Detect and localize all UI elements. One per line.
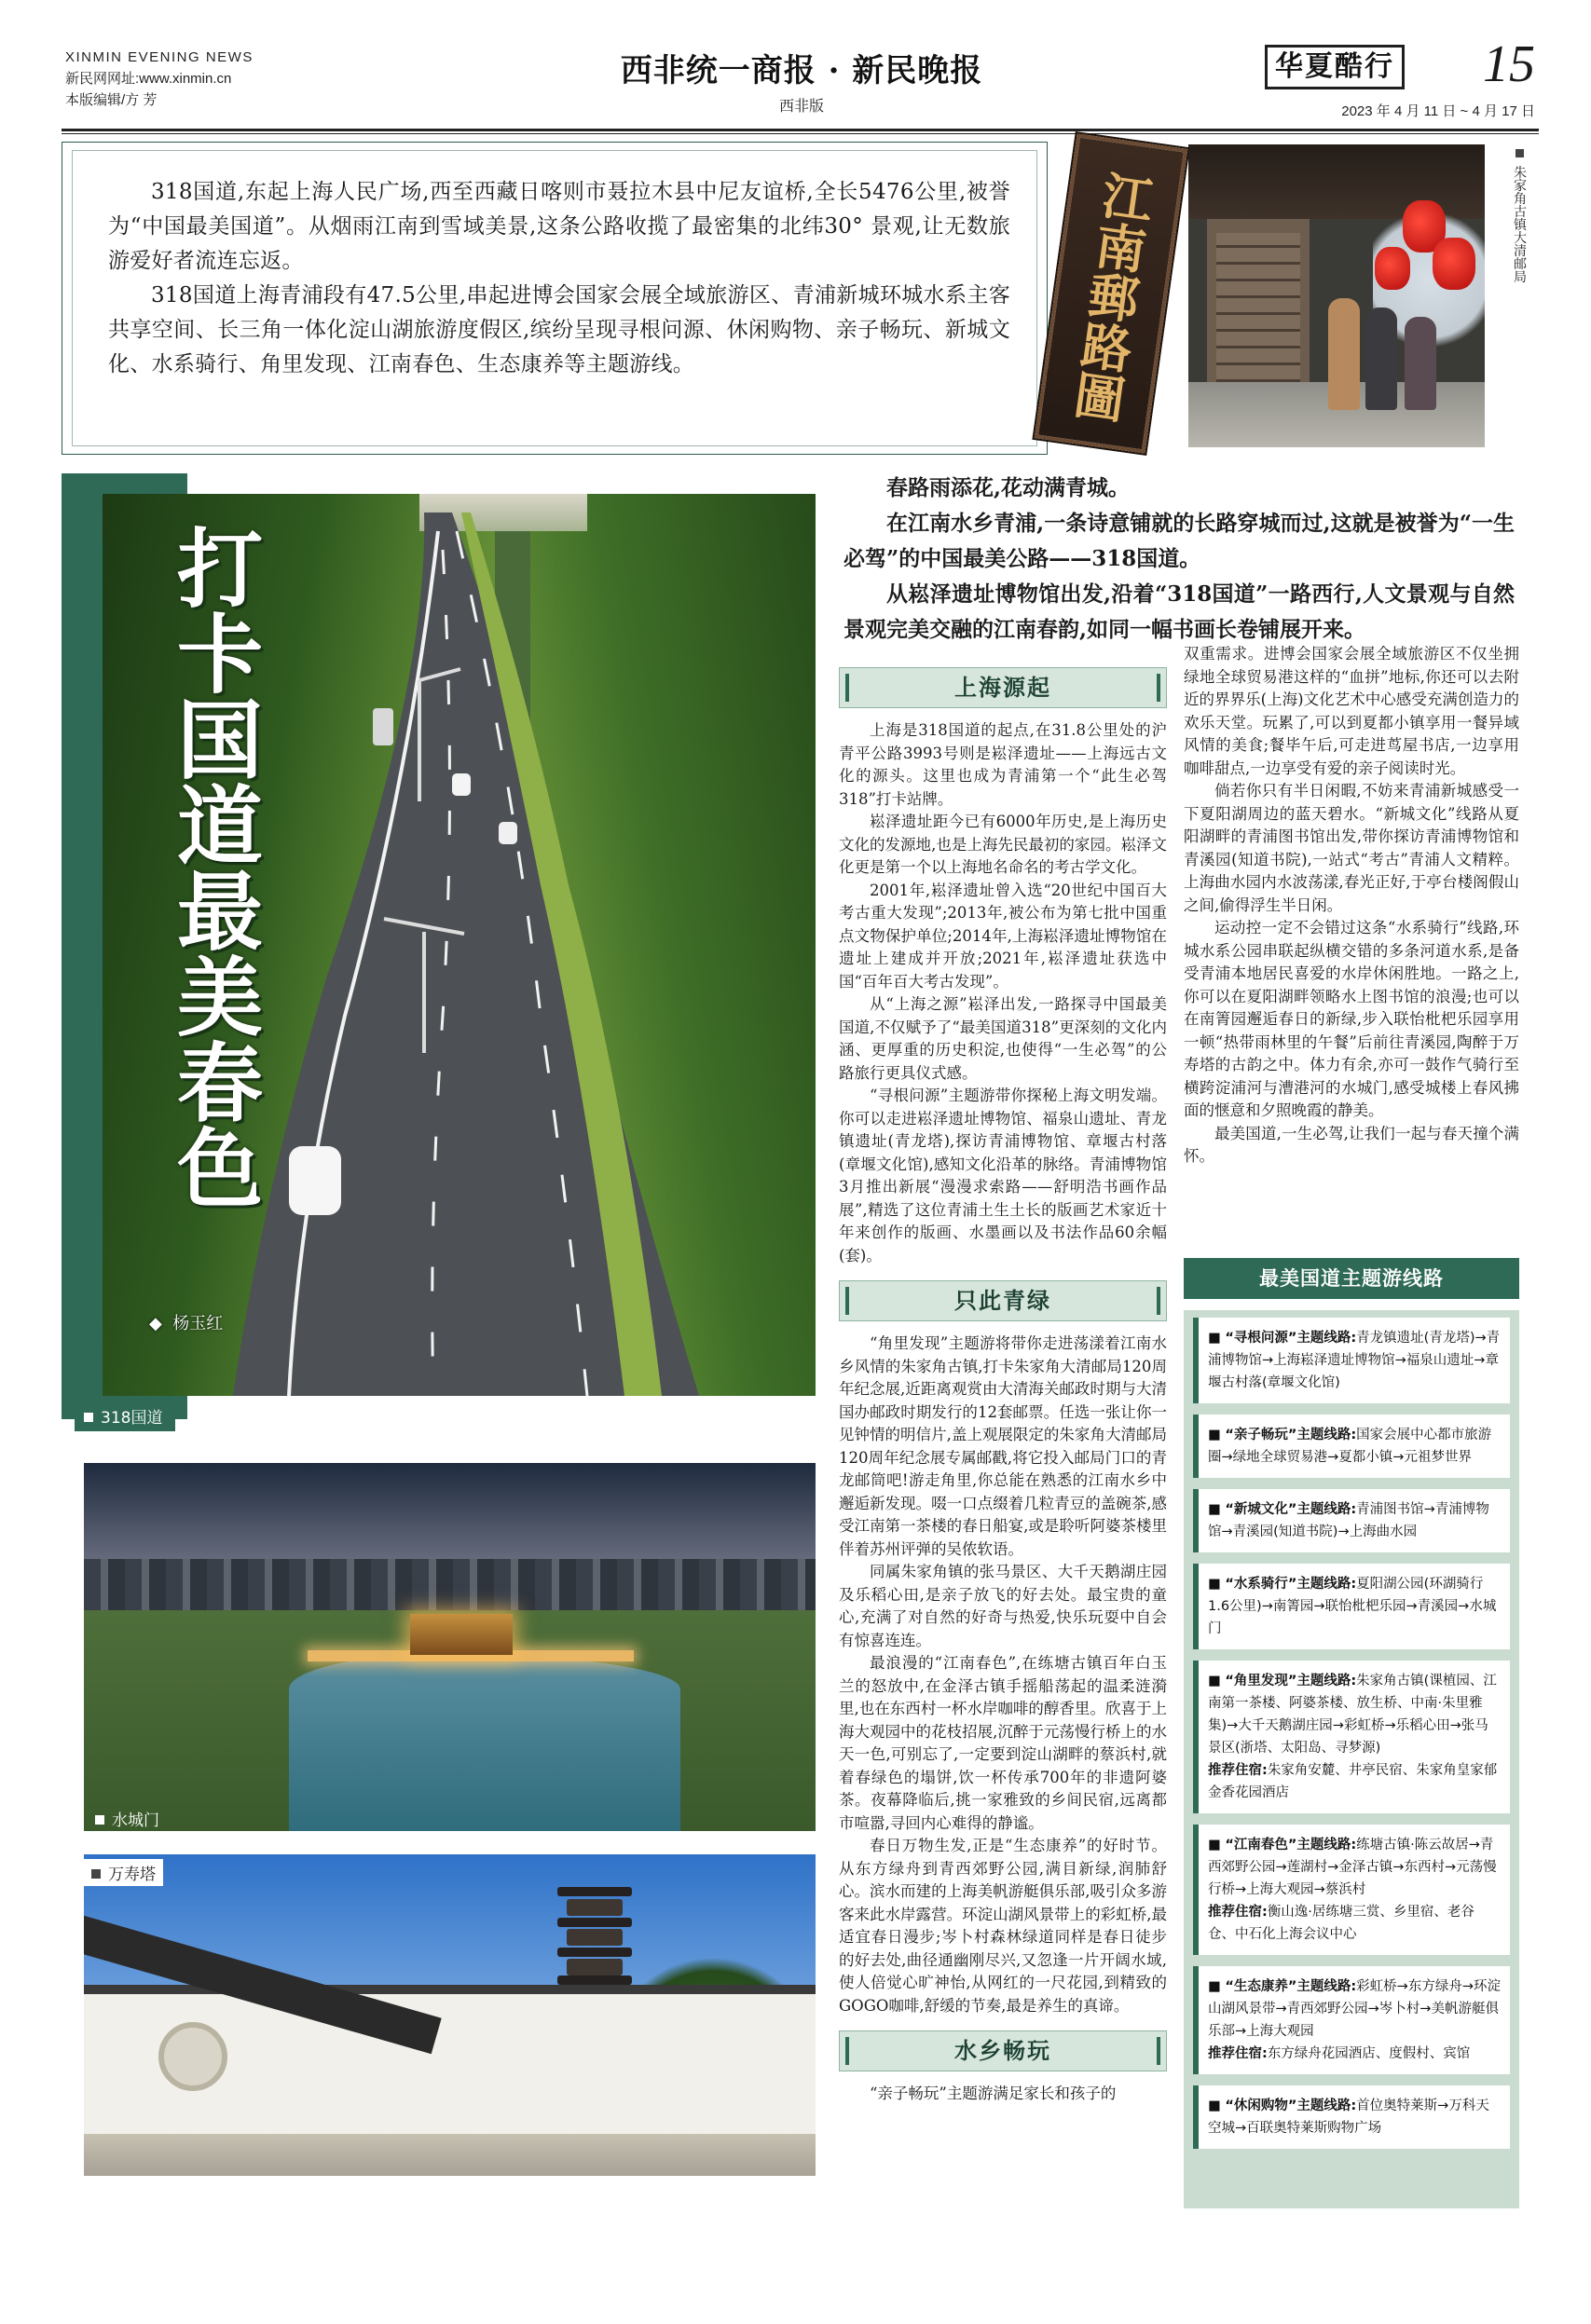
route-path: 青浦图书馆→青浦博物馆→青溪园(知道书院)→上海曲水园 <box>1208 1502 1489 1539</box>
car <box>289 1146 341 1215</box>
pagoda-tier <box>567 1959 623 1975</box>
bullet-icon: ■ <box>1208 1838 1226 1852</box>
photo-pagoda <box>84 1854 816 2176</box>
caption-marker-icon <box>1516 149 1524 157</box>
paper-english-name: XINMIN EVENING NEWS <box>65 49 254 65</box>
lantern-icon <box>1433 238 1475 290</box>
bullet-icon: ■ <box>1208 1502 1226 1517</box>
route-name: “寻根问源”主题线路: <box>1225 1331 1357 1346</box>
pagoda-tier <box>557 1918 632 1927</box>
caption-text: 朱家角古镇大清邮局 <box>1512 165 1527 283</box>
route-name: “休闲购物”主题线路: <box>1225 2098 1357 2113</box>
masthead-right <box>1265 35 1535 119</box>
photo-mailboxes <box>1216 233 1300 382</box>
route-item <box>1193 1415 1510 1478</box>
caption-post-office <box>1502 149 1527 282</box>
body-paragraph: 从“上海之源”崧泽出发,一路探寻中国最美国道,不仅赋予了“最美国道318”更深刻的文化内涵、更厚重的历史积淀,也使得“一生必驾”的公路旅行更具仪式感。 <box>839 995 1167 1082</box>
route-item <box>1193 1318 1510 1403</box>
stay-value: 衡山逸·居练塘三赏、乡里宿、老谷仓、中石化上海会议中心 <box>1208 1905 1474 1942</box>
masthead-rule <box>62 129 1539 131</box>
photo-city <box>84 1559 816 1610</box>
person-figure <box>1405 317 1436 410</box>
route-path: 彩虹桥→东方绿舟→环淀山湖风景带→青西郊野公园→岑卜村→美帆游艇俱乐部→上海大观园 <box>1208 1979 1501 2039</box>
person-figure <box>1365 308 1397 410</box>
route-name: “江南春色”主题线路: <box>1225 1838 1357 1852</box>
route-line <box>1208 1975 1501 2043</box>
routes-box <box>1184 1258 1519 2208</box>
photo-road <box>103 494 816 1396</box>
body-paragraph: 运动控一定不会错过这条“水系骑行”线路,环城水系公园串联起纵横交错的多条河道水系,是备受青浦本地居民喜爱的水岸休闲胜地。一路之上,你可以在夏阳湖畔领略水上图书馆的浪漫;也可以在南箐园邂逅春日的新绿,步入联怡枇杷乐园享用一顿“热带雨林里的午餐”后前往青溪园,陶醉于万寿塔的古韵之中。体力有余,亦可一鼓作气骑行至横跨淀浦河与漕港河的水城门,感受城楼上春风拂面的惬意和夕照晚霞的静美。 <box>1184 919 1519 1119</box>
photo-water <box>289 1654 680 1831</box>
section-heading: 只此青绿 <box>839 1280 1167 1321</box>
routes-list <box>1184 1310 1519 2208</box>
page-number: 15 <box>1483 35 1535 93</box>
caption-marker-icon <box>95 1815 104 1825</box>
route-item <box>1193 1661 1510 1813</box>
route-item <box>1193 1489 1510 1552</box>
masthead-left <box>65 47 254 111</box>
body-paragraph: “亲子畅玩”主题游满足家长和孩子的 <box>870 2085 1117 2102</box>
body-paragraph: 2001年,崧泽遗址曾入选“20世纪中国百大考古重大发现”;2013年,被公布为第七批中国重点文物保护单位;2014年,上海崧泽遗址博物馆在遗址上建成并开放;2021年,崧泽遗址获选中国“百年百大考古发现”。 <box>839 881 1167 991</box>
route-path: 朱家角古镇(课植园、江南第一茶楼、阿婆茶楼、放生桥、中南·朱里雅集)→大千天鹅湖庄园→彩虹桥→乐稻心田→张马景区(浙塔、太阳岛、寻梦源) <box>1208 1674 1497 1756</box>
caption-text: 水城门 <box>112 1811 159 1830</box>
car <box>499 822 517 844</box>
route-line <box>1208 1834 1501 1901</box>
caption-text: 318国道 <box>101 1409 163 1428</box>
issue-date: 2023 年 4 月 11 日 ~ 4 月 17 日 <box>1341 103 1535 119</box>
person-figure <box>1328 298 1360 410</box>
caption-water-gate <box>86 1803 172 1834</box>
author-name: 杨玉红 <box>172 1314 224 1333</box>
stay-value: 朱家角安麓、井亭民宿、朱家角皇家郁金香花园酒店 <box>1208 1763 1498 1800</box>
sign-text: 江南郵路圖 <box>1063 167 1159 426</box>
route-name: “亲子畅玩”主题线路: <box>1225 1428 1357 1442</box>
lead-paragraph: 春路雨添花,花动满青城。 <box>886 475 1131 500</box>
bullet-icon: ■ <box>1208 1428 1226 1442</box>
route-path: 青龙镇遗址(青龙塔)→青浦博物馆→上海崧泽遗址博物馆→福泉山遗址→章堰古村落(章堰文化馆) <box>1208 1331 1501 1390</box>
route-name: “水系骑行”主题线路: <box>1225 1577 1357 1592</box>
masthead-rule-thin <box>62 133 1539 134</box>
caption-marker-icon <box>91 1869 101 1879</box>
caption-text: 万寿塔 <box>108 1866 156 1884</box>
route-item <box>1193 1564 1510 1649</box>
postal-route-sign <box>1035 133 1188 453</box>
pagoda-tier <box>557 1975 632 1985</box>
routes-title: 最美国道主题游线路 <box>1184 1258 1519 1299</box>
stay-label: 推荐住宿: <box>1208 2046 1268 2061</box>
lead-paragraph: 在江南水乡青浦,一条诗意铺就的长路穿城而过,这就是被誉为“一生必驾”的中国最美公路——318国道。 <box>844 511 1515 571</box>
bullet-icon: ■ <box>1208 1979 1226 1994</box>
route-line <box>1208 1670 1501 1759</box>
bullet-icon: ■ <box>1208 1577 1226 1592</box>
lead-paragraph: 从崧泽遗址博物馆出发,沿着“318国道”一路西行,人文景观与自然景观完美交融的江南春韵,如同一幅书画长卷铺展开来。 <box>844 581 1515 642</box>
article-column-right <box>1184 643 1519 1169</box>
bullet-icon: ■ <box>1208 2098 1226 2113</box>
route-line <box>1208 1498 1501 1543</box>
caption-road <box>75 1401 175 1431</box>
body-paragraph: “角里发现”主题游将带你走进荡漾着江南水乡风情的朱家角古镇,打卡朱家角大清邮局120周年纪念展,近距离观赏由大清海关邮政时期与大清国办邮政时期发行的12套邮票。任选一张让你一见钟情的明信片,盖上观展限定的朱家角大清邮局120周年纪念展专属邮戳,将它投入邮局门口的青龙邮筒吧!游走角里,你总能在熟悉的江南水乡中邂逅新发现。啜一口点缀着几粒青豆的盖碗茶,感受江南第一茶楼的春日船宴,或是聆听阿婆茶楼里伴着苏州评弹的吴侬软语。 <box>839 1334 1167 1558</box>
route-stay <box>1208 2043 1501 2065</box>
route-name: “角里发现”主题线路: <box>1225 1674 1357 1688</box>
pagoda-tier <box>567 1929 623 1946</box>
photo-gate-tower <box>410 1614 513 1655</box>
article-lead <box>844 471 1515 648</box>
route-item <box>1193 1966 1510 2074</box>
body-paragraph: 同属朱家角镇的张马景区、大千天鹅湖庄园及乐稻心田,是亲子放飞的好去处。最宝贵的童心,充满了对自然的好奇与热爱,快乐玩耍中自会有惊喜连连。 <box>839 1563 1167 1649</box>
body-paragraph: 崧泽遗址距今已有6000年历史,是上海历史文化的发源地,也是上海先民最初的家园。崧泽文化更是第一个以上海地名命名的考古学文化。 <box>839 813 1167 876</box>
car <box>452 773 471 796</box>
route-stay <box>1208 1759 1501 1804</box>
website: 新民网网址:www.xinmin.cn <box>65 71 232 87</box>
route-item <box>1193 2085 1510 2149</box>
section-heading: 水乡畅玩 <box>839 2030 1167 2071</box>
hero-title: 打卡国道最美春色 <box>163 524 263 1210</box>
body-paragraph: “寻根问源”主题游带你探秘上海文明发端。你可以走进崧泽遗址博物馆、福泉山遗址、青龙镇遗址(青龙塔),探访青浦博物馆、章堰古村落(章堰文化馆),感知文化沿革的脉络。青浦博物馆3月推出新展“漫漫求索路——舒明浩书画作品展”,精选了这位青浦土生土长的版画艺术家近十年来创作的版画、水墨画以及书法作品60余幅(套)。 <box>839 1087 1167 1265</box>
body-paragraph: 上海是318国道的起点,在31.8公里处的沪青平公路3993号则是崧泽遗址——上海远古文化的源头。这里也成为青浦第一个“此生必驾318”打卡站牌。 <box>839 721 1167 808</box>
body-paragraph: 春日万物生发,正是“生态康养”的好时节。从东方绿舟到青西郊野公园,满目新绿,润肺舒心。滨水而建的上海美帆游艇俱乐部,吸引众多游客来此水岸露营。环淀山湖风景带上的彩虹桥,最适宜春日漫步;岑卜村森林绿道同样是春日徒步的好去处,曲径通幽刚尽兴,又忽逢一片开阔水域,使人倍觉心旷神怡,从网红的一尺花园,到精致的GOGO咖啡,舒缓的节奏,最是养生的真谛。 <box>839 1837 1167 2015</box>
pagoda-tier <box>557 1948 632 1957</box>
editor: 本版编辑/方 芳 <box>65 92 158 108</box>
intro-paragraph: 318国道,东起上海人民广场,西至西藏日喀则市聂拉木县中尼友谊桥,全长5476公里,被誉为“中国最美国道”。从烟雨江南到雪域美景,这条公路收揽了最密集的北纬30° 景观,让无数旅游爱好者流连忘返。 <box>108 180 1010 273</box>
route-item <box>1193 1825 1510 1955</box>
photo-ground <box>84 2134 816 2176</box>
body-paragraph: 双重需求。进博会国家会展全域旅游区不仅坐拥绿地全球贸易港这样的“血拼”地标,你还可以去附近的界界乐(上海)文化艺术中心感受充满创造力的欢乐天堂。玩累了,可以到夏都小镇享用一餐异域风情的美食;餐毕午后,可走进茑屋书店,一边享用咖啡甜点,一边享受有爱的亲子阅读时光。 <box>1184 645 1519 777</box>
hero-author: ◆ 杨玉红 <box>149 1314 224 1333</box>
route-line <box>1208 1327 1501 1394</box>
paper-logo: 西非统一商报 · 新民晚报 <box>620 52 983 89</box>
route-path: 练塘古镇·陈云故居→青西郊野公园→莲湖村→金泽古镇→东西村→元荡慢行桥→上海大观园→蔡浜村 <box>1208 1838 1497 1897</box>
route-line <box>1208 2095 1501 2139</box>
lantern-icon <box>1375 247 1410 290</box>
route-line <box>1208 1573 1501 1640</box>
intro-inner <box>72 150 1037 446</box>
bullet-icon: ■ <box>1208 1331 1226 1346</box>
route-name: “生态康养”主题线路: <box>1225 1979 1357 1994</box>
stay-value: 东方绿舟花园酒店、度假村、宾馆 <box>1267 2046 1471 2061</box>
pagoda-tier <box>557 1887 632 1896</box>
stay-label: 推荐住宿: <box>1208 1905 1268 1920</box>
truck <box>373 708 393 745</box>
body-paragraph: 最美国道,一生必驾,让我们一起与春天撞个满怀。 <box>1184 1124 1519 1165</box>
section-name: 华夏酷行 <box>1265 45 1405 89</box>
route-path: 首位奥特莱斯→万科天空城→百联奥特莱斯购物广场 <box>1208 2098 1489 2136</box>
photo-water-gate <box>84 1463 816 1831</box>
edition-label: 西非版 <box>778 99 824 115</box>
body-paragraph: 最浪漫的“江南春色”,在练塘古镇百年白玉兰的怒放中,在金泽古镇手摇船荡起的温柔涟漪里,也在东西村一杯水岸咖啡的醇香里。欣喜于上海大观园中的花枝招展,沉醉于元荡慢行桥上的水天一色,可别忘了,一定要到淀山湖畔的蔡浜村,就着春绿色的塌饼,饮一杯传承700年的非遗阿婆茶。夜幕降临后,挑一家雅致的乡间民宿,远离都市喧嚣,寻回内心难得的静谧。 <box>839 1654 1167 1832</box>
photo-round-window <box>158 2022 227 2091</box>
route-line <box>1208 1424 1501 1469</box>
bullet-icon: ■ <box>1208 1674 1226 1688</box>
photo-post-office <box>1188 144 1485 447</box>
route-path: 国家会展中心都市旅游圈→绿地全球贸易港→夏都小镇→元祖梦世界 <box>1208 1428 1492 1465</box>
article-column-middle <box>839 663 1167 2106</box>
pagoda-tier <box>567 1899 623 1916</box>
intro-paragraph: 318国道上海青浦段有47.5公里,串起进博会国家会展全域旅游区、青浦新城环城水系主客共享空间、长三角一体化淀山湖旅游度假区,缤纷呈现寻根问源、休闲购物、亲子畅玩、新城文化、水系骑行、角里发现、江南春色、生态康养等主题游线。 <box>108 283 1010 376</box>
intro-box <box>62 142 1048 455</box>
section-heading: 上海源起 <box>839 667 1167 708</box>
masthead-center <box>578 45 1025 116</box>
body-paragraph: 倘若你只有半日闲暇,不妨来青浦新城感受一下夏阳湖周边的蓝天碧水。“新城文化”线路从夏阳湖畔的青浦图书馆出发,带你探访青浦博物馆和青溪园(知道书院),一站式“考古”青浦人文精粹。上海曲水园内水波荡漾,春光正好,于亭台楼阁假山之间,偷得浮生半日闲。 <box>1184 782 1519 914</box>
caption-marker-icon <box>84 1413 93 1422</box>
route-name: “新城文化”主题线路: <box>1225 1502 1357 1517</box>
route-path: 夏阳湖公园(环湖骑行1.6公里)→南箐园→联怡枇杷乐园→青溪园→水城门 <box>1208 1577 1497 1636</box>
caption-pagoda <box>84 1859 163 1886</box>
route-stay <box>1208 1901 1501 1946</box>
stay-label: 推荐住宿: <box>1208 1763 1268 1778</box>
